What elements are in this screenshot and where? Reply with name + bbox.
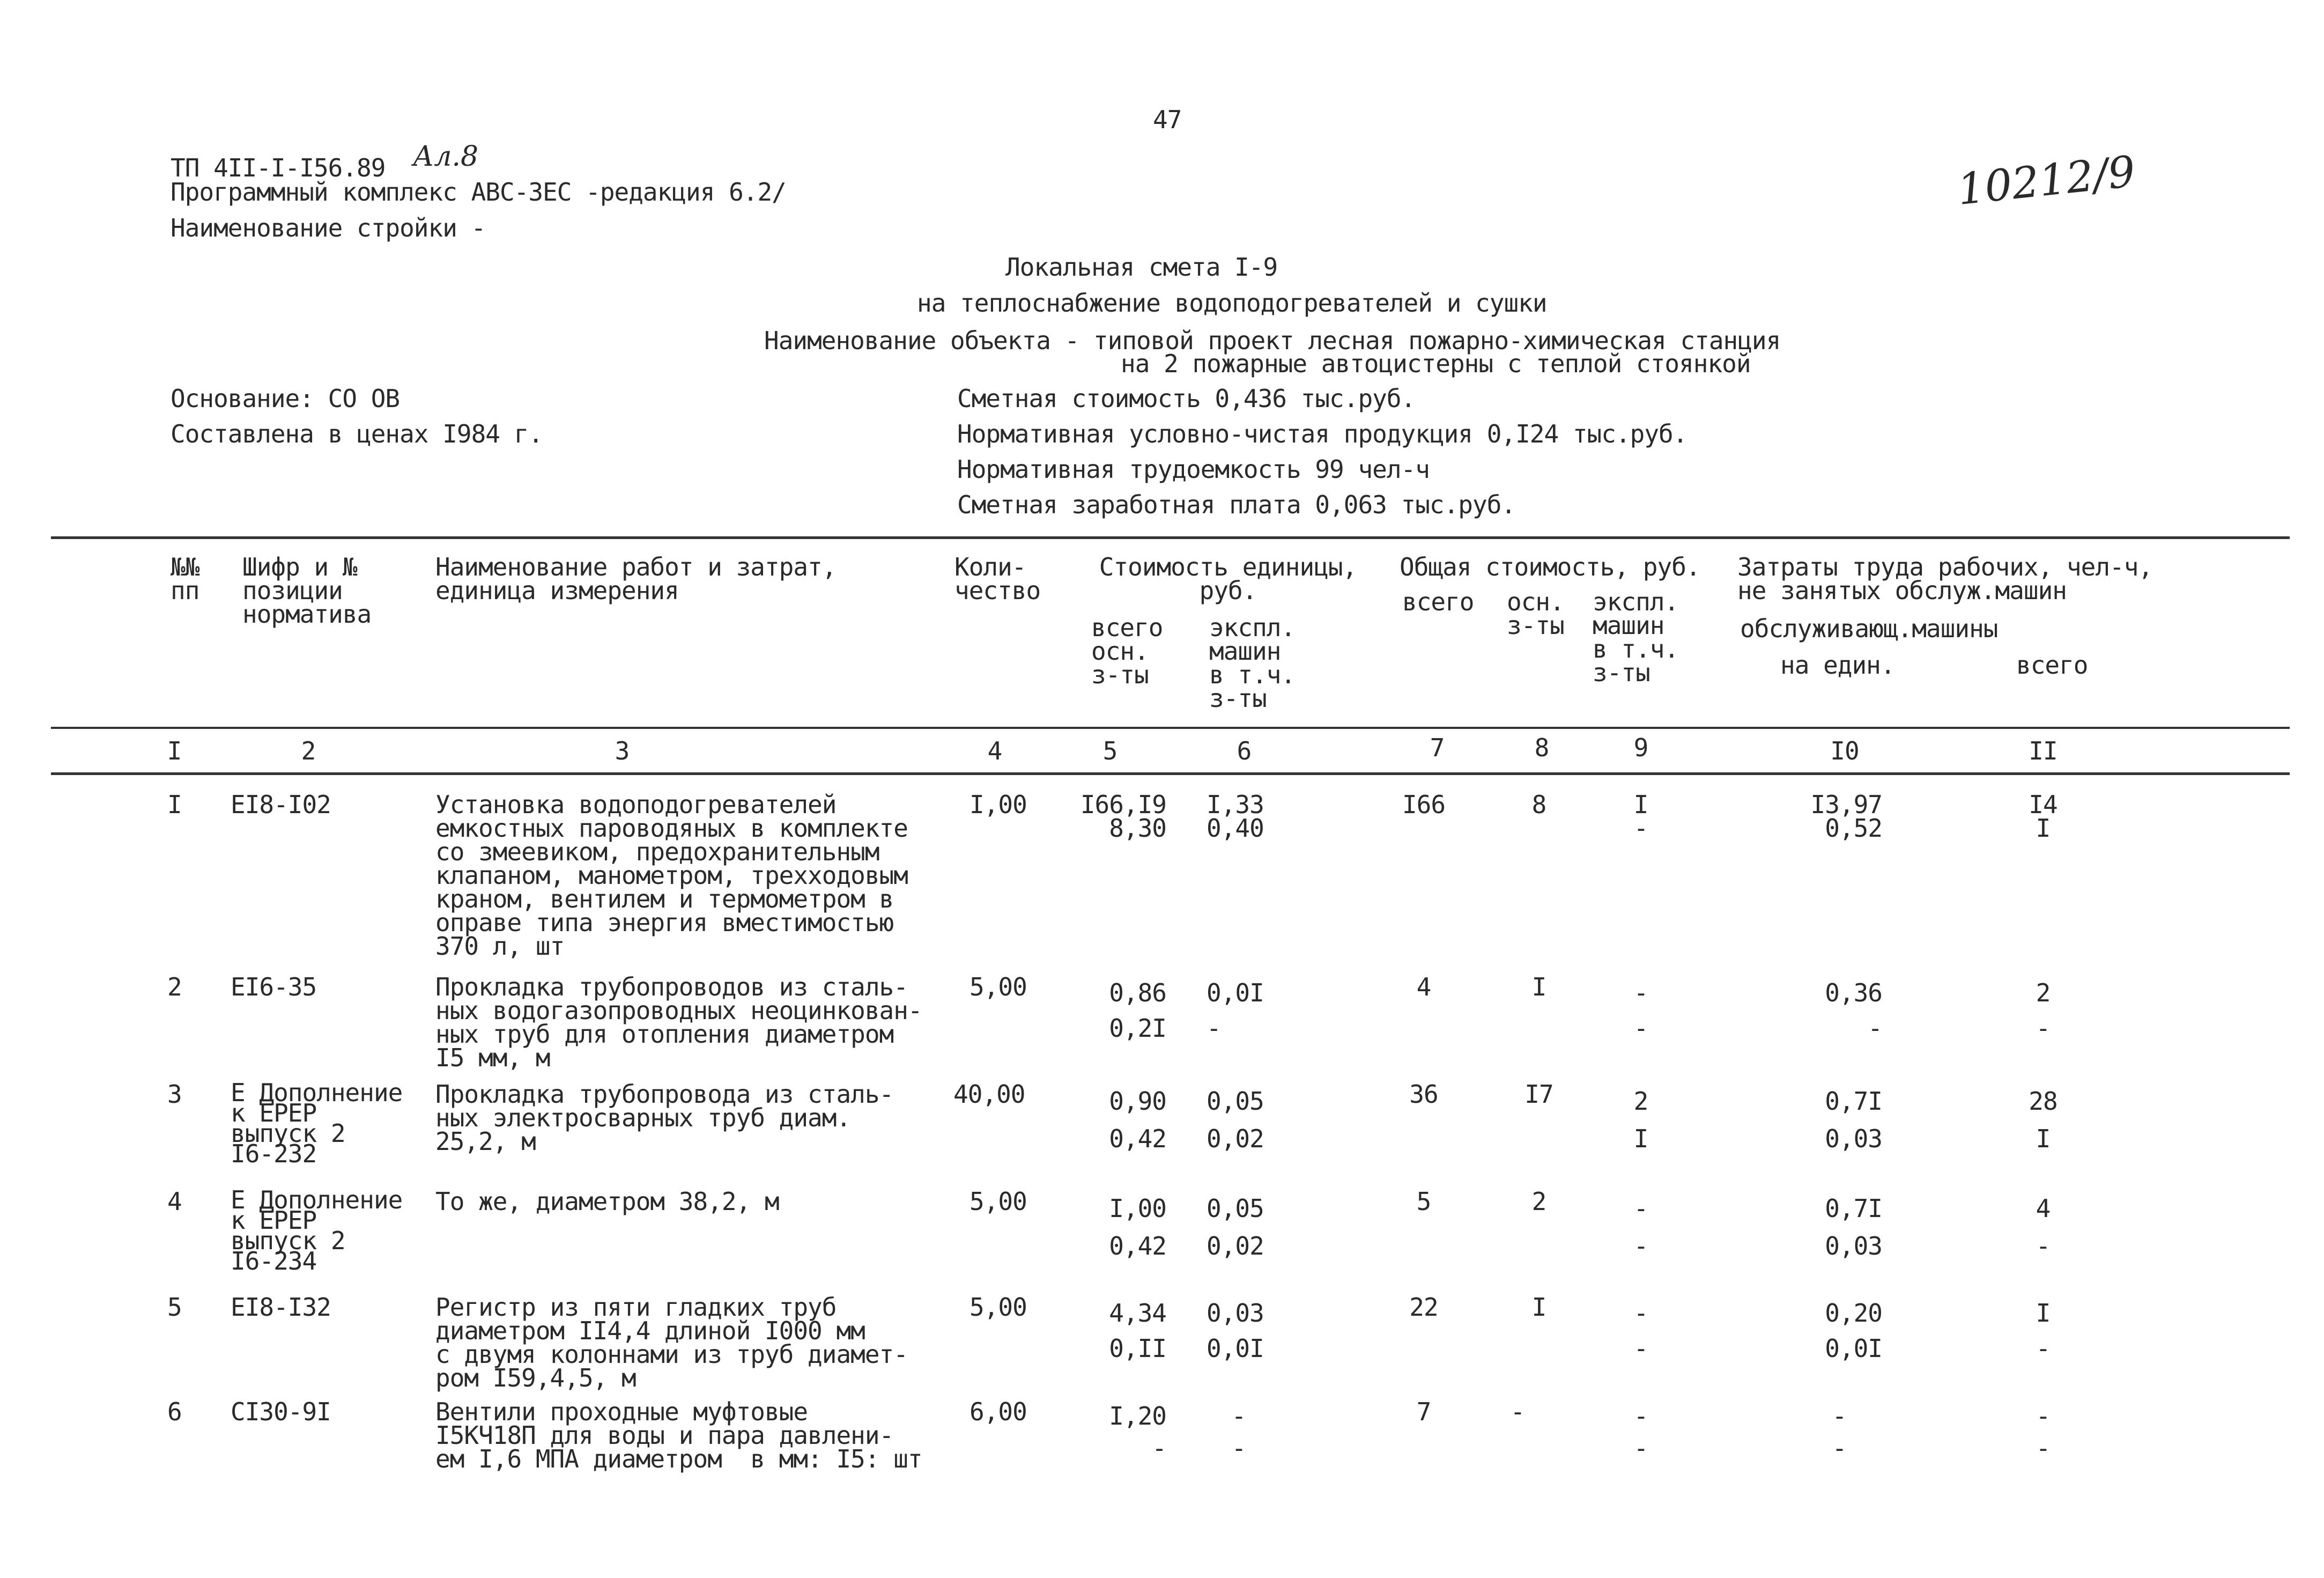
row-labor-unit: - - [1832,1402,1847,1463]
row-unit-machines: - - [1231,1402,1246,1463]
handwritten-code: 10212/9 [1955,146,2138,215]
row-labor-total: - - [2036,1402,2051,1463]
software-line: Программный комплекс АВС-ЗЕС -редакция 6.2/ [171,178,786,207]
construction-name: Наименование стройки - [171,213,486,242]
row-labor-total: I - [2036,1299,2051,1363]
table-top-rule [51,536,2290,539]
row-unit-total: I66,I9 8,30 [1080,790,1166,843]
row-code: EI8-I02 [231,790,331,819]
row-unit-machines: 0,03 0,0I [1207,1299,1264,1363]
row-labor-unit: 0,7I 0,03 [1825,1194,1882,1260]
object-name: Наименование объекта - типовой проект лесная пожарно-химическая станция [764,326,1781,355]
col-header-qty: Коли- чество [954,552,1041,605]
col-num: 2 [301,736,316,765]
col-header-labor-machines: обслуживающ.машины [1740,614,1998,643]
row-unit-total: 0,90 0,42 [1109,1087,1166,1153]
header-bottom-rule [51,727,2290,729]
col-header-8: осн. з-ты [1507,587,1564,640]
album-handwritten: Ал.8 [413,141,479,173]
col-header-labor: Затраты труда рабочих, чел-ч, не занятых обслуж.машин [1737,552,2153,605]
numbers-bottom-rule [51,772,2290,775]
row-code: EI6-35 [231,972,317,1001]
row-total-wages: I [1531,1293,1546,1322]
row-name: Прокладка трубопроводов из сталь- ных водогазопроводных неоцинкован- ных труб для отопления диаметром I5 мм, м [435,972,922,1072]
col-num: I [167,736,182,765]
row-total-machines: - - [1633,978,1648,1043]
row-total-wages: - [1510,1397,1525,1426]
col-header-name: Наименование работ и затрат, единица измерения [435,552,837,605]
row-total-machines: - - [1633,1194,1648,1260]
row-total-wages: 8 [1531,790,1546,819]
row-labor-total: I4 I [2029,790,2057,843]
row-code: CI30-9I [231,1397,331,1426]
basis: Основание: СО ОВ [171,384,400,413]
summary-net-product: Нормативная условно-чистая продукция 0,I24 тыс.руб. [957,419,1688,448]
row-number: 6 [167,1397,182,1426]
col-header-code: Шифр и № позиции норматива [242,552,372,629]
row-total-wages: 2 [1531,1187,1546,1216]
row-unit-machines: 0,05 0,02 [1207,1194,1264,1260]
col-header-11: всего [2016,651,2088,680]
col-num: 7 [1430,733,1445,762]
row-total-machines: - - [1633,1402,1648,1463]
col-num: II [2029,736,2057,765]
row-unit-total: 0,86 0,2I [1109,978,1166,1043]
row-number: 4 [167,1187,182,1216]
summary-labor: Нормативная трудоемкость 99 чел-ч [957,455,1430,484]
row-labor-unit: 0,20 0,0I [1825,1299,1882,1363]
row-labor-unit: 0,7I 0,03 [1825,1087,1882,1153]
row-number: 5 [167,1293,182,1322]
row-total: I66 [1402,790,1446,819]
row-total: 36 [1409,1080,1438,1109]
page-number: 47 [1153,105,1182,134]
row-name: То же, диаметром 38,2, м [435,1187,779,1216]
summary-cost: Сметная стоимость 0,436 тыс.руб. [957,384,1416,413]
row-code: Е Дополнение к ЕРЕР выпуск 2 I6-234 [231,1185,403,1275]
col-num: 3 [615,736,630,765]
summary-wages: Сметная заработная плата 0,063 тыс.руб. [957,490,1516,519]
col-num: 8 [1534,733,1549,762]
price-level: Составлена в ценах I984 г. [171,419,543,448]
row-labor-total: 4 - [2036,1194,2051,1260]
col-header-5: всего осн. з-ты [1091,613,1163,689]
row-total: 5 [1416,1187,1431,1216]
col-num: 9 [1633,733,1648,762]
row-code: EI8-I32 [231,1293,331,1322]
row-number: 2 [167,972,182,1001]
row-name: Прокладка трубопровода из сталь- ных электросварных труб диам. 25,2, м [435,1080,894,1156]
doc-code: ТП 4II-I-I56.89 [171,153,386,182]
row-unit-total: I,20 - [1109,1402,1166,1463]
row-labor-total: 28 I [2029,1087,2057,1153]
col-header-total-cost: Общая стоимость, руб. [1400,552,1700,581]
row-total: 4 [1416,972,1431,1001]
col-header-9: экспл. машин в т.ч. з-ты [1593,587,1679,687]
col-header-number: №№ пп [171,552,199,605]
row-qty: I,00 [969,790,1027,819]
row-unit-total: 4,34 0,II [1109,1299,1166,1363]
row-total: 7 [1416,1397,1431,1426]
col-header-10: на един. [1780,651,1895,680]
row-labor-unit: 0,36 - [1825,978,1882,1043]
row-qty: 5,00 [969,1187,1027,1216]
row-qty: 6,00 [969,1397,1027,1426]
row-unit-machines: 0,0I - [1207,978,1264,1043]
row-name: Регистр из пяти гладких труб диаметром II4,4 длиной I000 мм с двумя колоннами из труб диамет- ром I59,4,5, м [435,1293,908,1392]
row-qty: 5,00 [969,1293,1027,1322]
object-name-cont: на 2 пожарные автоцистерны с теплой стоянкой [1121,349,1751,378]
estimate-title: Локальная смета I-9 [1005,253,1278,282]
row-number: 3 [167,1080,182,1109]
col-header-unit-cost: Стоимость единицы, руб. [1099,552,1357,605]
row-unit-total: I,00 0,42 [1109,1194,1166,1260]
row-total-wages: I7 [1524,1080,1553,1109]
col-header-7: всего [1402,587,1474,616]
row-total-machines: I - [1633,790,1648,843]
row-name: Вентили проходные муфтовые I5КЧ18П для воды и пара давлени- ем I,6 МПА диаметром в мм: I5: шт [435,1397,922,1473]
row-total: 22 [1409,1293,1438,1322]
row-unit-machines: 0,05 0,02 [1207,1087,1264,1153]
row-labor-total: 2 - [2036,978,2051,1043]
row-unit-machines: I,33 0,40 [1207,790,1264,843]
row-number: I [167,790,182,819]
row-total-machines: 2 I [1633,1087,1648,1153]
row-name: Установка водоподогревателей емкостных пароводяных в комплекте со змеевиком, предохранительным клапаном, манометром, трехходовым краном, вентилем и термометром в оправе типа энергия вместимостью 370 л, шт [435,790,908,961]
row-labor-unit: I3,97 0,52 [1810,790,1882,843]
col-num: 5 [1102,736,1117,765]
row-total-machines: - - [1633,1299,1648,1363]
col-num: I0 [1830,736,1859,765]
col-num: 6 [1237,736,1252,765]
row-qty: 5,00 [969,972,1027,1001]
row-code: Е Дополнение к ЕРЕР выпуск 2 I6-232 [231,1078,403,1168]
col-num: 4 [987,736,1002,765]
estimate-subtitle: на теплоснабжение водоподогревателей и сушки [917,289,1547,318]
row-total-wages: I [1531,972,1546,1001]
col-header-6: экспл. машин в т.ч. з-ты [1209,613,1296,713]
row-qty: 40,00 [953,1080,1025,1109]
